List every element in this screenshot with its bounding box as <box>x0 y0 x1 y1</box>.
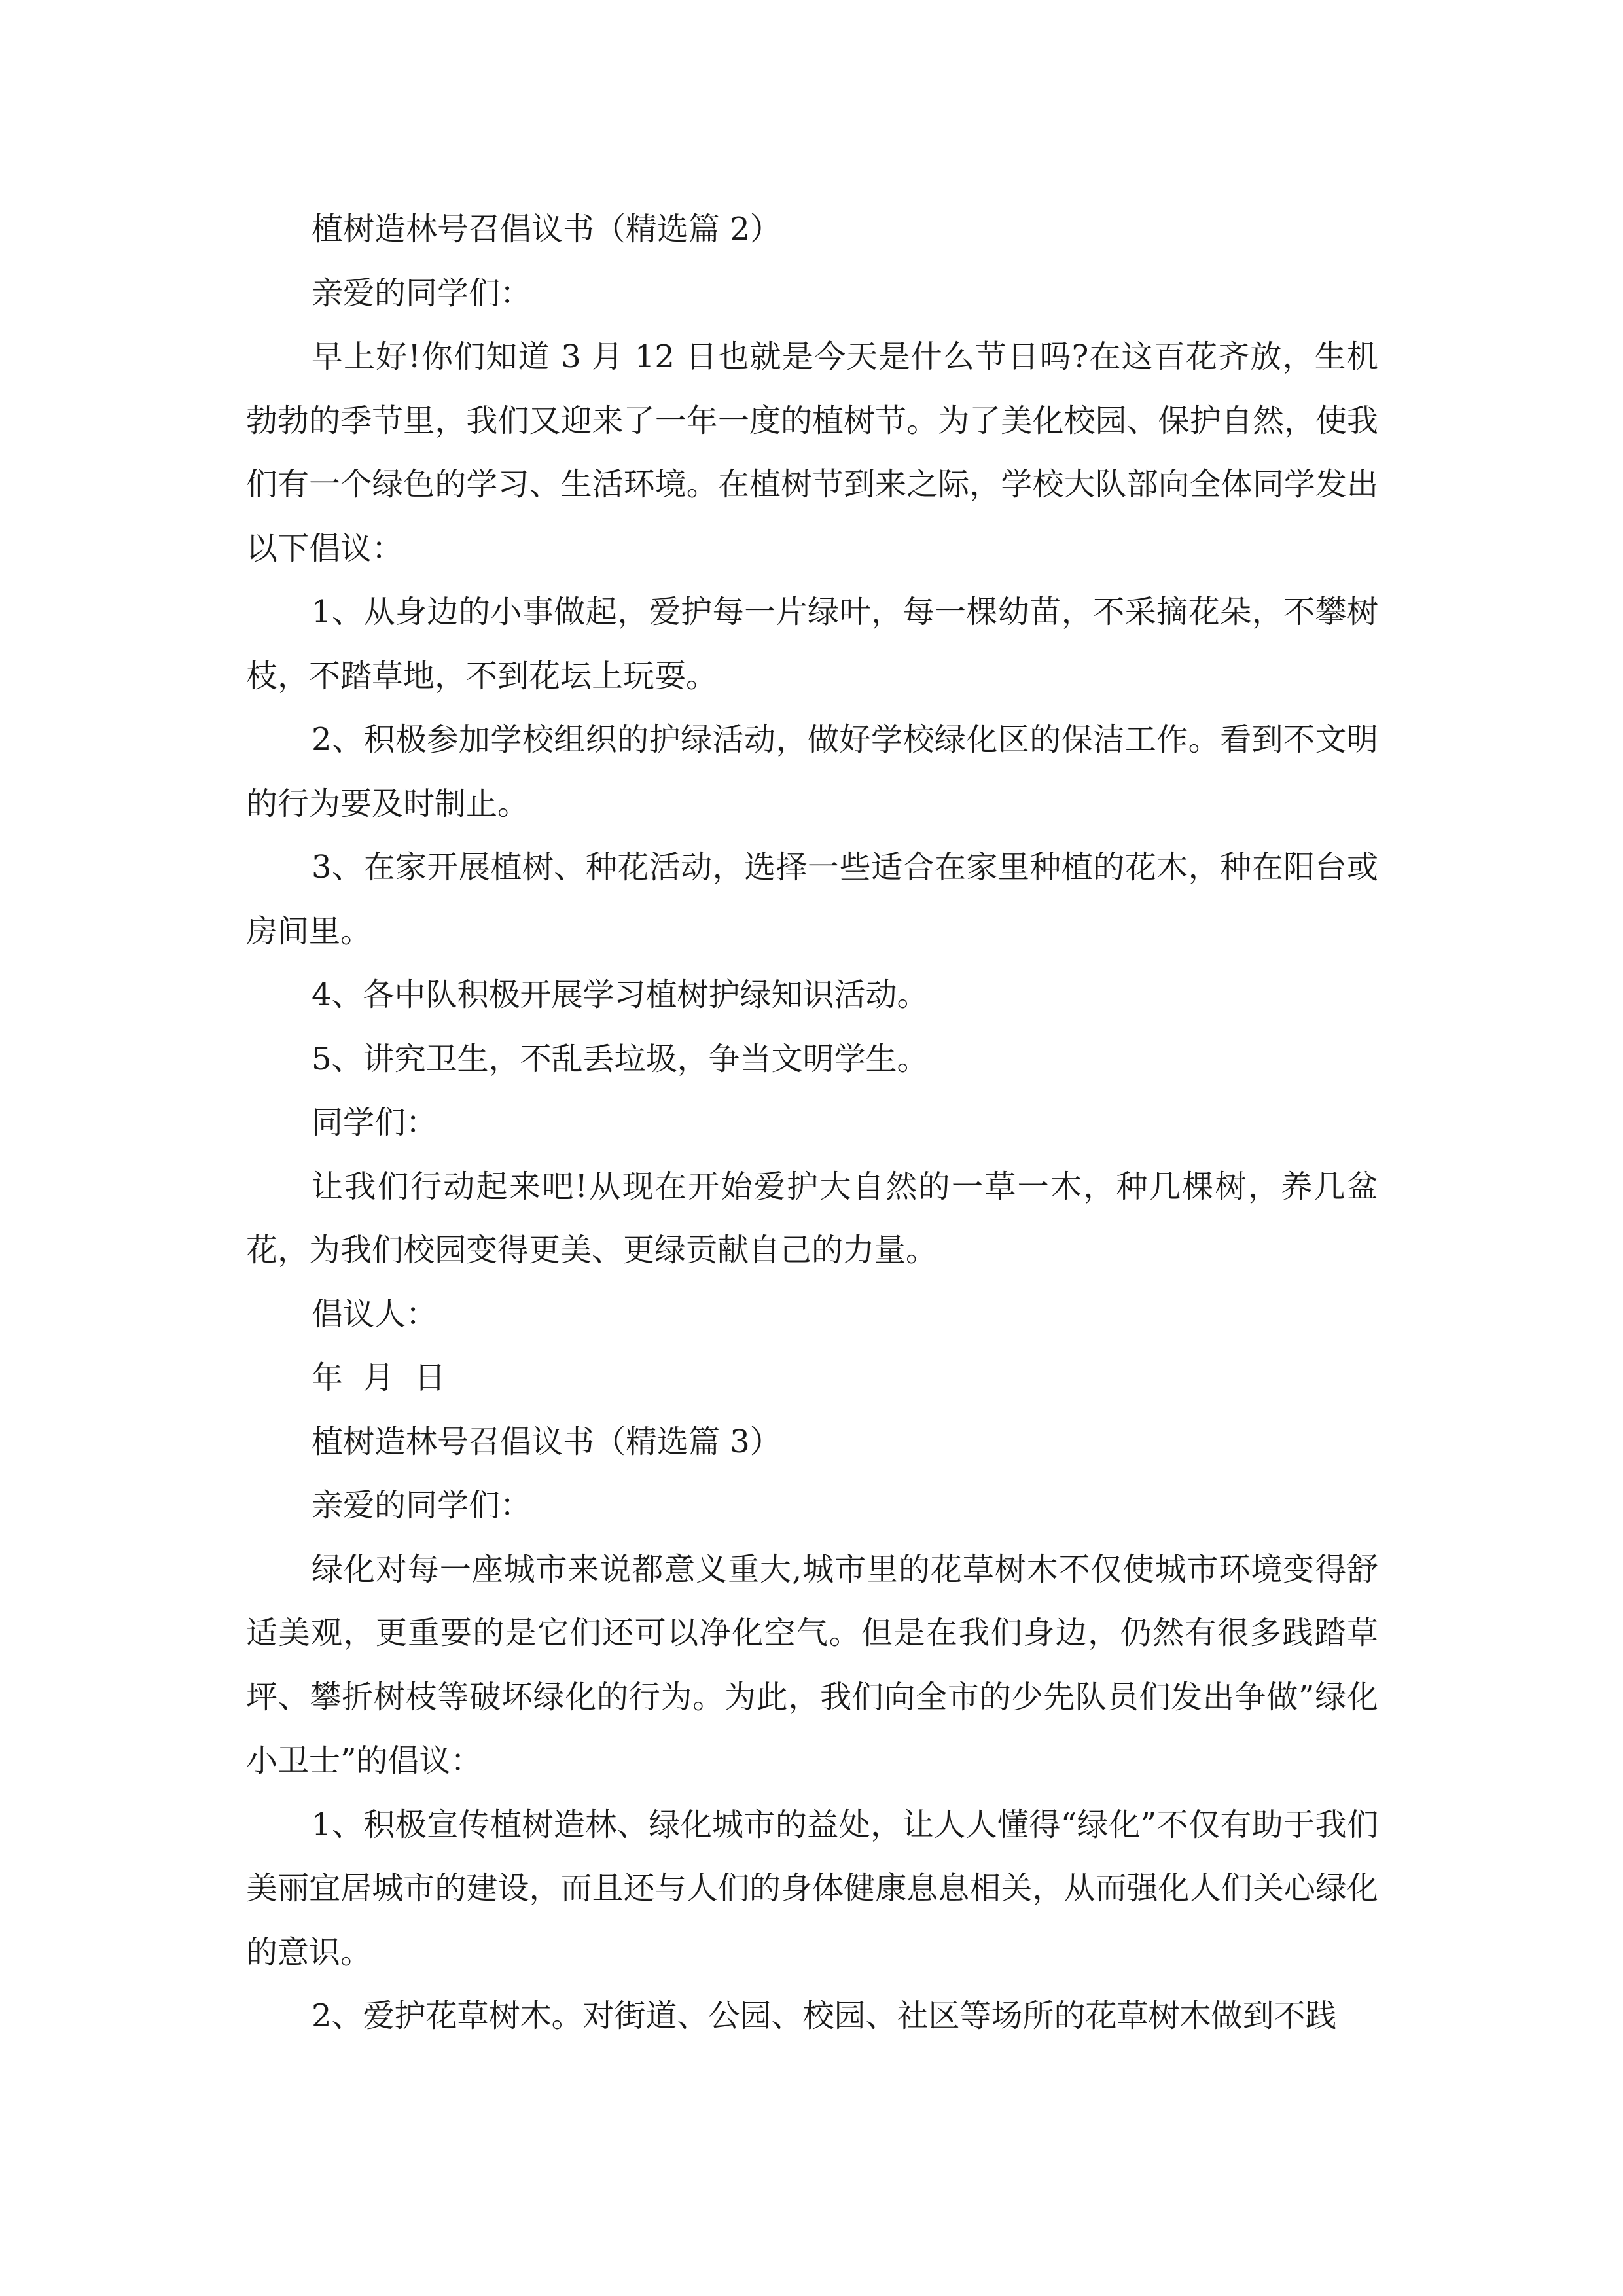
proposal-item-1b: 1、积极宣传植树造林、绿化城市的益处，让人人懂得“绿化”不仅有助于我们美丽宜居城市的建设，而且还与人们的身体健康息息相关，从而强化人们关心绿化的意识。 <box>246 1806 1378 1971</box>
proposal-item-2: 2、积极参加学校组织的护绿活动，做好学校绿化区的保洁工作。看到不文明的行为要及时制止。 <box>246 721 1378 822</box>
proposal-item-2b: 2、爱护花草树木。对街道、公园、校园、社区等场所的花草树木做到不践 <box>312 1998 1337 2034</box>
salutation: 亲爱的同学们： <box>312 274 532 312</box>
date-line: 年 月 日 <box>312 1359 446 1396</box>
document-body <box>246 198 1378 2049</box>
section-heading-3: 植树造林号召倡议书（精选篇 3） <box>312 1423 781 1460</box>
proposal-item-1: 1、从身边的小事做起，爱护每一片绿叶，每一棵幼苗，不采摘花朵，不攀树枝，不踏草地，不到花坛上玩耍。 <box>246 594 1378 694</box>
closing-salutation: 同学们： <box>312 1104 438 1141</box>
proposal-item-3: 3、在家开展植树、种花活动，选择一些适合在家里种植的花木，种在阳台或房间里。 <box>246 849 1378 950</box>
intro-paragraph: 早上好!你们知道 3 月 12 日也就是今天是什么节日吗?在这百花齐放，生机勃勃的季节里，我们又迎来了一年一度的植树节。为了美化校园、保护自然，使我们有一个绿色的学习、生活环境。在植树节到来之际，学校大队部向全体同学发出以下倡议： <box>246 338 1378 567</box>
intro-paragraph-2: 绿化对每一座城市来说都意义重大,城市里的花草树木不仅使城市环境变得舒适美观，更重要的是它们还可以净化空气。但是在我们身边，仍然有很多践踏草坪、攀折树枝等破坏绿化的行为。为此，我们向全市的少先队员们发出争做”绿化小卫士”的倡议： <box>246 1551 1378 1779</box>
closing-paragraph: 让我们行动起来吧!从现在开始爱护大自然的一草一木，种几棵树，养几盆花，为我们校园变得更美、更绿贡献自己的力量。 <box>246 1168 1378 1268</box>
signature-label: 倡议人： <box>312 1295 438 1333</box>
proposal-item-4: 4、各中队积极开展学习植树护绿知识活动。 <box>312 977 929 1013</box>
salutation-2: 亲爱的同学们： <box>312 1487 532 1524</box>
proposal-item-5: 5、讲究卫生，不乱丢垃圾，争当文明学生。 <box>312 1040 929 1077</box>
section-heading-2: 植树造林号召倡议书（精选篇 2） <box>312 211 781 247</box>
